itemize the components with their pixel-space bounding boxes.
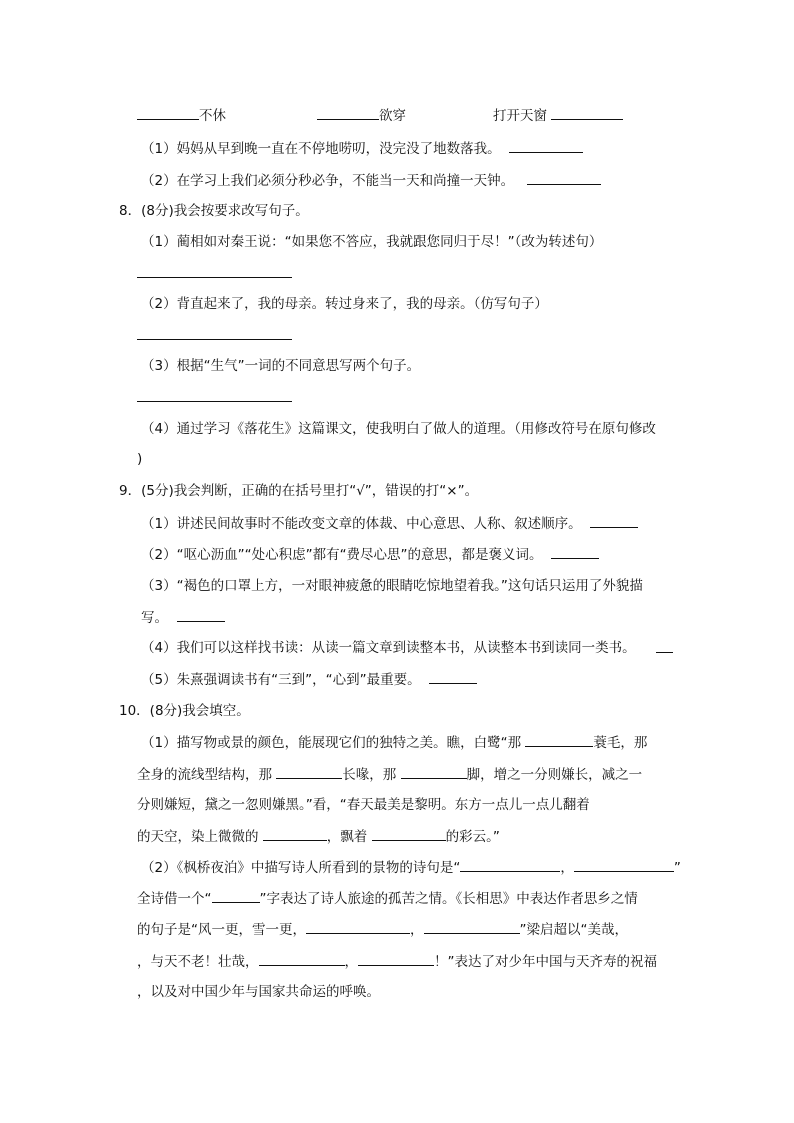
q10-p1-line-4 [137, 828, 500, 845]
fill-item-1 [137, 107, 226, 124]
answer-blank[interactable] [137, 327, 292, 340]
answer-blank[interactable] [317, 107, 379, 120]
q10-text: ，飘着 [326, 829, 368, 845]
q10-p2-line-1 [141, 859, 681, 876]
q10-p2-line-5: ，以及对中国少年与国家共命运的呼唤。 [137, 984, 380, 1000]
answer-blank[interactable] [137, 265, 292, 278]
answer-blank[interactable] [212, 890, 260, 903]
answer-blank[interactable] [306, 921, 410, 934]
answer-blank[interactable] [574, 859, 674, 872]
answer-blank[interactable] [263, 828, 327, 841]
q9-item-1 [141, 515, 638, 532]
q10-text: 的天空，染上微微的 [137, 829, 259, 845]
q10-p1-line-1 [141, 734, 647, 751]
answer-blank[interactable] [460, 859, 560, 872]
q9-item-2-text: （2）“呕心沥血”“处心积虑”都有“费尽心思”的意思，都是褒义词。 [141, 547, 543, 563]
q10-text: 蓑毛，那 [593, 735, 648, 751]
q10-text: 的句子是“风一更，雪一更， [137, 922, 306, 938]
q8-item-3: （3）根据“生气”一词的不同意思写两个句子。 [141, 358, 421, 374]
answer-blank[interactable] [137, 107, 199, 120]
q10-p2-line-4 [137, 953, 657, 970]
q9-item-3-continued-text: 写。 [141, 610, 168, 626]
q9-item-4: （4）我们可以这样找书读：从读一篇文章到读整本书，从读整本书到读同一类书。 [141, 640, 636, 656]
answer-blank[interactable] [509, 140, 583, 153]
q8-item-2: （2）背直起来了，我的母亲。转过身来了，我的母亲。（仿写句子） [141, 296, 548, 312]
answer-blank[interactable] [276, 766, 342, 779]
answer-blank[interactable] [137, 389, 292, 402]
q10-text: ” [673, 860, 681, 876]
q8-answer-line-1 [137, 265, 292, 282]
fill-item-1-text: 不休 [199, 108, 226, 124]
q9-item-5 [141, 671, 477, 688]
q10-text: ， [344, 954, 358, 970]
answer-blank[interactable] [372, 828, 446, 841]
q10-p2-line-2 [137, 890, 638, 907]
q10-text: 脚，增之一分则嫌长，减之一 [466, 767, 643, 783]
q8-item-4-continued: ) [137, 451, 143, 467]
q10-text: 的彩云。” [445, 829, 500, 845]
q7-item-1 [141, 140, 583, 157]
q7-item-2-text: （2）在学习上我们必须分秒必争，不能当一天和尚撞一天钟。 [141, 173, 515, 189]
answer-blank[interactable] [177, 609, 225, 622]
answer-blank[interactable] [429, 671, 477, 684]
q10-text: ！”表达了对少年中国与天齐寿的祝福 [434, 954, 657, 970]
q10-p1-line-2 [137, 766, 642, 783]
q8-item-4: （4）通过学习《落花生》这篇课文，使我明白了做人的道理。（用修改符号在原句修改 [141, 421, 656, 437]
answer-blank[interactable] [527, 172, 601, 185]
fill-item-2-text: 欲穿 [379, 108, 406, 124]
answer-blank[interactable] [259, 953, 345, 966]
fill-item-3 [493, 107, 623, 124]
answer-blank[interactable] [424, 921, 520, 934]
q10-title: 10．(8分)我会填空。 [119, 703, 250, 719]
q8-answer-line-3 [137, 389, 292, 406]
q10-text: ， [560, 860, 574, 876]
q7-item-2 [141, 172, 601, 189]
q9-item-3: （3）“褐色的口罩上方，一对眼神疲惫的眼睛吃惊地望着我。”这句话只运用了外貌描 [141, 578, 643, 594]
q8-title: 8．(8分)我会按要求改写句子。 [119, 203, 309, 219]
q8-answer-line-2 [137, 327, 292, 344]
answer-blank[interactable] [656, 640, 673, 653]
q10-p2-line-3 [137, 921, 628, 938]
q10-text: ”梁启超以“美哉， [519, 922, 628, 938]
q10-text: 全身的流线型结构，那 [137, 767, 272, 783]
answer-blank[interactable] [551, 546, 599, 559]
q9-title: 9．(5分)我会判断，正确的在括号里打“√”，错误的打“×”。 [119, 483, 479, 499]
fill-item-2 [317, 107, 406, 124]
q8-item-1: （1）蔺相如对秦王说：“如果您不答应，我就跟您同归于尽！”（改为转述句） [141, 234, 603, 250]
fill-item-3-text: 打开天窗 [493, 108, 547, 124]
answer-blank[interactable] [525, 734, 593, 747]
q10-p1-line-3: 分则嫌短，黛之一忽则嫌黑。”看，“春天最美是黎明。东方一点儿一点儿翻着 [137, 797, 590, 813]
q10-text: ， [410, 922, 424, 938]
q9-item-5-text: （5）朱熹强调读书有“三到”，“心到”最重要。 [141, 672, 421, 688]
q9-item-1-text: （1）讲述民间故事时不能改变文章的体裁、中心意思、人称、叙述顺序。 [141, 516, 582, 532]
q10-text: （2）《枫桥夜泊》中描写诗人所看到的景物的诗句是“ [141, 860, 461, 876]
answer-blank[interactable] [401, 766, 467, 779]
q9-item-2 [141, 546, 599, 563]
q10-text: 全诗借一个“ [137, 891, 212, 907]
q10-text: ，与天不老！壮哉， [137, 954, 259, 970]
q9-item-3-continued [141, 609, 225, 626]
q10-text: ”字表达了诗人旅途的孤苦之情。《长相思》中表达作者思乡之情 [259, 891, 638, 907]
q10-text: （1）描写物或景的颜色，能展现它们的独特之美。瞧，白鹭“那 [141, 735, 522, 751]
answer-blank[interactable] [590, 515, 638, 528]
q9-item-4-blank [656, 640, 673, 657]
q10-text: 长喙，那 [342, 767, 397, 783]
answer-blank[interactable] [358, 953, 434, 966]
answer-blank[interactable] [551, 107, 623, 120]
q7-item-1-text: （1）妈妈从早到晚一直在不停地唠叨，没完没了地数落我。 [141, 141, 501, 157]
